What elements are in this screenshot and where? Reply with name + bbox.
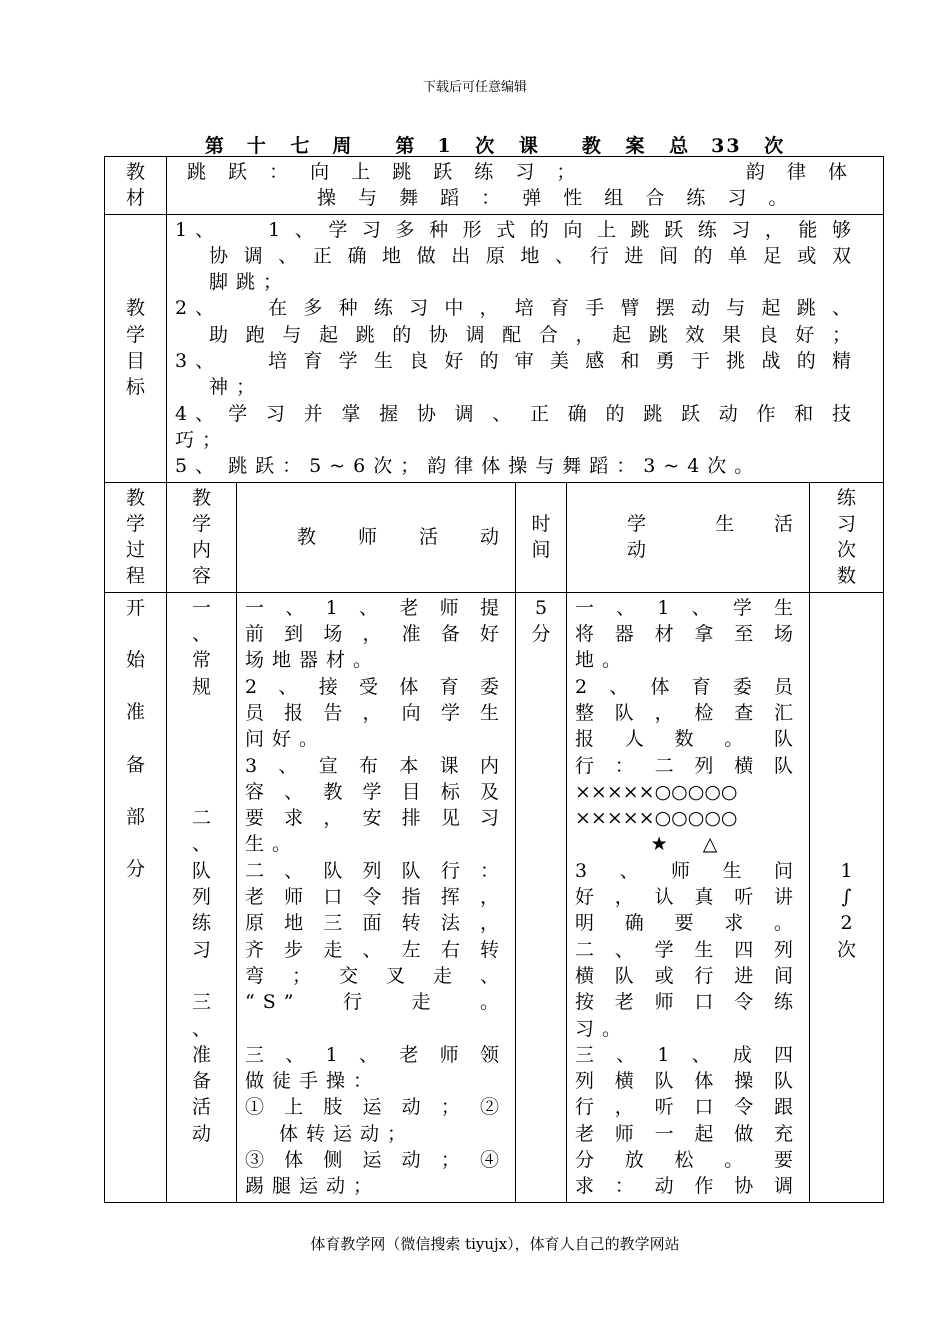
teacher-line-19: ①上肢运动；②	[245, 1096, 507, 1119]
teacher-line-22: 踢腿运动；	[245, 1175, 381, 1198]
content-line-0: 一	[191, 596, 211, 619]
student-line-18: 列横队体操队	[575, 1070, 801, 1093]
content-line-13: 习	[191, 938, 211, 961]
student-line-20: 老师一起做充	[575, 1122, 801, 1145]
student-line-22: 求：动作协调	[575, 1175, 801, 1198]
teacher-line-14: 弯；交叉走、	[245, 964, 507, 987]
goal-item-1	[175, 217, 859, 243]
content-line-4	[171, 700, 232, 726]
count-cell	[810, 592, 884, 1202]
goal-number: 4、	[175, 402, 223, 425]
count-line-1: ∫	[841, 886, 852, 909]
stage-char-2: 准	[125, 701, 145, 724]
time-cell	[516, 592, 567, 1202]
goals-row	[105, 214, 884, 482]
student-line-9: ★ △	[650, 833, 726, 856]
student-line-19: 行，听口令跟	[575, 1096, 801, 1119]
header-content-char-1: 学	[191, 512, 211, 535]
student-line-2: 地。	[575, 649, 630, 672]
student-line-8: ×××××○○○○○	[575, 807, 738, 830]
teacher-line-20: 体转运动；	[279, 1122, 415, 1145]
lesson-plan-table	[104, 156, 884, 1203]
process-header-row	[105, 482, 884, 592]
stage-char-0: 开	[125, 596, 145, 619]
student-line-13: 二、学生四列	[575, 938, 801, 961]
material-line1-b: 韵 律 体	[745, 161, 856, 183]
goal-item-5	[175, 453, 859, 479]
teacher-line-15: “S”行走。	[245, 991, 507, 1014]
content-line-6	[171, 753, 232, 779]
header-content-char-2: 内	[191, 539, 211, 562]
teacher-line-4: 员报告，向学生	[245, 701, 507, 724]
stage-cell	[105, 592, 167, 1202]
teacher-line-21: ③体侧运动；④	[245, 1148, 507, 1171]
content-line-1: 、	[191, 623, 211, 646]
goal-number: 2、	[175, 297, 223, 320]
content-line-2: 常	[191, 649, 211, 672]
teacher-line-18: 做徒手操：	[245, 1070, 381, 1093]
content-line-14	[171, 963, 232, 989]
student-line-11: 好，认真听讲	[575, 886, 801, 909]
header-count-char-2: 次	[837, 539, 857, 562]
goal-number: 3、	[175, 350, 223, 373]
student-line-1: 将器材拿至场	[575, 623, 801, 646]
student-line-12: 明确要求。	[575, 912, 801, 935]
material-label-char-1: 材	[125, 187, 145, 210]
goal-text: 学习并掌握协调、正确的跳跃动作和技	[228, 402, 860, 425]
teacher-line-10: 二、队列队行：	[245, 859, 507, 882]
student-line-21: 分放松。要	[575, 1148, 801, 1171]
header-time-char-1: 间	[531, 539, 551, 562]
content-line-11: 列	[191, 886, 211, 909]
content-cell	[167, 592, 237, 1202]
time-line-1: 分	[531, 623, 551, 646]
teacher-line-3: 2、接受体育委	[245, 675, 507, 698]
header-count-char-1: 习	[837, 512, 857, 535]
teacher-line-1: 前到场，准备好	[245, 623, 507, 646]
goal-continuation: 神；	[209, 376, 264, 399]
goals-label-char-0: 教	[125, 297, 145, 320]
goal-continuation: 助跑与起跳的协调配合，起跳效果良好；	[209, 323, 860, 346]
material-label-char-0: 教	[125, 161, 145, 183]
goals-content	[167, 214, 884, 482]
count-line-2: 2	[840, 912, 853, 935]
content-line-10: 队	[191, 859, 211, 882]
goals-label-char-2: 目	[125, 350, 145, 373]
stage-char-4: 部	[125, 805, 145, 828]
goal-item-3	[175, 348, 859, 374]
material-content	[167, 157, 884, 215]
student-line-4: 整队，检查汇	[575, 701, 801, 724]
material-line1-a: 跳 跃 ： 向 上 跳 跃 练 习 ；	[187, 161, 584, 183]
teacher-line-17: 三、1、老师领	[245, 1043, 507, 1066]
teacher-line-12: 原地三面转法，	[245, 912, 507, 935]
content-line-8: 二	[191, 807, 211, 830]
header-process-char-2: 过	[125, 539, 145, 562]
teacher-line-2: 场地器材。	[245, 649, 381, 672]
header-content	[167, 482, 237, 592]
goal-text: 在多种练习中，培育手臂摆动与起跳、	[268, 297, 860, 320]
goal-number: 5、	[175, 455, 223, 478]
student-line-3: 2、体育委员	[575, 675, 801, 698]
goal-item-2	[175, 295, 859, 321]
header-process-char-0: 教	[125, 486, 145, 509]
goals-label-char-1: 学	[125, 323, 145, 346]
goal-item-4	[175, 401, 859, 427]
header-student-activity: 学 生 活 动	[567, 482, 810, 592]
content-line-18: 备	[191, 1070, 211, 1093]
header-content-char-3: 容	[191, 565, 211, 588]
teacher-activity-cell	[237, 592, 516, 1202]
teacher-line-6: 3、宣布本课内	[245, 754, 507, 777]
content-line-15: 三	[191, 991, 211, 1014]
header-count	[810, 482, 884, 592]
material-label	[105, 157, 167, 215]
goals-label-char-3: 标	[125, 376, 145, 399]
content-line-17: 准	[191, 1043, 211, 1066]
teacher-line-13: 齐步走、左右转	[245, 938, 507, 961]
student-line-15: 按老师口令练	[575, 991, 801, 1014]
stage-char-1: 始	[125, 649, 145, 672]
content-line-5	[171, 726, 232, 752]
teacher-line-11: 老师口令指挥，	[245, 886, 507, 909]
goal-text: 跳跃：5~6次；韵律体操与舞蹈：3~4次。	[228, 455, 762, 478]
material-line2: 操 与 舞 蹈 ： 弹 性 组 合 练 习 。	[317, 187, 796, 210]
goal-continuation: 巧；	[175, 428, 230, 451]
teacher-line-8: 要求，安排见习	[245, 807, 507, 830]
teacher-line-5: 问好。	[245, 728, 327, 751]
goal-continuation: 脚跳；	[209, 271, 291, 294]
goal-text: 培育学生良好的审美感和勇于挑战的精	[268, 350, 860, 373]
goals-label	[105, 214, 167, 482]
student-line-6: 行：二列横队	[575, 754, 801, 777]
student-line-10: 3、师生问	[575, 859, 801, 882]
header-note: 下载后可任意编辑	[422, 80, 527, 95]
content-line-19: 活	[191, 1096, 211, 1119]
teacher-line-0: 一、1、老师提	[245, 596, 507, 619]
goal-number: 1、	[175, 218, 223, 241]
header-count-char-0: 练	[837, 486, 857, 509]
material-row	[105, 157, 884, 215]
student-line-16: 习。	[575, 1017, 630, 1040]
content-line-16: 、	[191, 1017, 211, 1040]
header-count-char-3: 数	[837, 565, 857, 588]
teacher-line-16	[245, 1016, 507, 1042]
footer-note: 体育教学网（微信搜索 tiyujx），体育人自己的教学网站	[310, 1235, 680, 1253]
stage-char-3: 备	[125, 753, 145, 776]
student-line-17: 三、1、成四	[575, 1043, 801, 1066]
student-line-7: ×××××○○○○○	[575, 780, 738, 803]
goal-text: 1、学习多种形式的向上跳跃练习，能够	[268, 218, 860, 241]
content-line-20: 动	[191, 1122, 211, 1145]
goal-continuation: 协调、正确地做出原地、行进间的单足或双	[209, 244, 860, 267]
stage-char-5: 分	[125, 858, 145, 881]
header-process	[105, 482, 167, 592]
page-title: 第 十 七 周 第 1 次 课 教 案 总 33 次	[204, 135, 786, 157]
content-line-3: 规	[191, 675, 211, 698]
header-time-char-0: 时	[531, 512, 551, 535]
time-line-0: 5	[534, 596, 548, 619]
student-line-5: 报人数。队	[575, 728, 801, 751]
count-line-0: 1	[840, 859, 853, 882]
start-section-row	[105, 592, 884, 1202]
content-line-9: 、	[191, 833, 211, 856]
content-line-12: 练	[191, 912, 211, 935]
teacher-line-7: 容、教学目标及	[245, 780, 507, 803]
header-process-char-3: 程	[125, 565, 145, 588]
header-time	[516, 482, 567, 592]
count-line-3: 次	[837, 938, 857, 961]
header-process-char-1: 学	[125, 512, 145, 535]
header-teacher-activity: 教 师 活 动	[237, 482, 516, 592]
student-activity-cell	[567, 592, 810, 1202]
content-line-7	[171, 779, 232, 805]
header-content-char-0: 教	[191, 486, 211, 509]
teacher-line-9: 生。	[245, 833, 300, 856]
student-line-14: 横队或行进间	[575, 964, 801, 987]
student-line-0: 一、1、学生	[575, 596, 801, 619]
